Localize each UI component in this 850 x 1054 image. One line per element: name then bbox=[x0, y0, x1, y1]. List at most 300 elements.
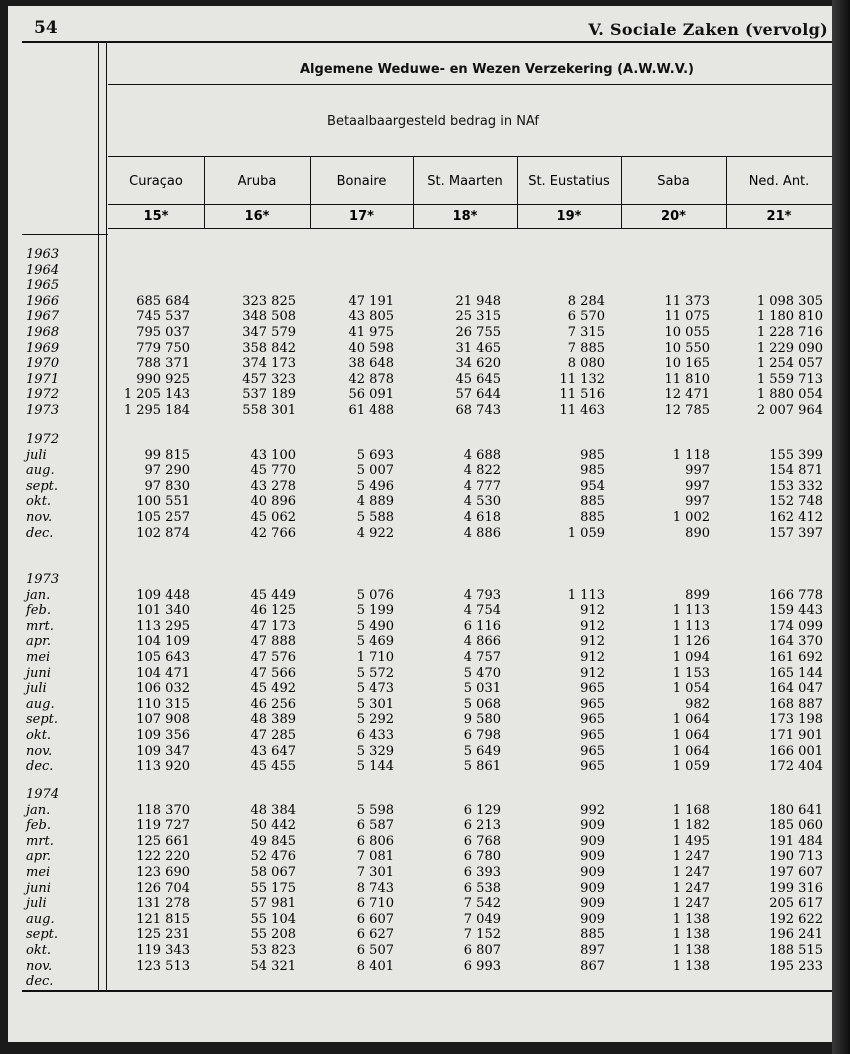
table-cell: 197 607 bbox=[769, 865, 823, 880]
table-cell: 57 644 bbox=[455, 387, 501, 402]
table-cell: 5 292 bbox=[356, 712, 394, 727]
table-cell: 1 059 bbox=[672, 759, 710, 774]
table-cell: 6 993 bbox=[463, 959, 501, 974]
table-cell: 1 559 713 bbox=[756, 372, 823, 387]
row-label: dec. bbox=[26, 974, 54, 989]
table-cell: 105 257 bbox=[136, 510, 190, 525]
table-cell: 982 bbox=[685, 697, 710, 712]
table-cell: 190 713 bbox=[769, 849, 823, 864]
table-cell: 909 bbox=[580, 881, 605, 896]
stub-divider-right bbox=[106, 43, 107, 991]
table-cell: 6 627 bbox=[356, 927, 394, 942]
table-cell: 1 098 305 bbox=[756, 294, 823, 309]
table-cell: 909 bbox=[580, 912, 605, 927]
table-cell: 154 871 bbox=[769, 463, 823, 478]
table-cell: 196 241 bbox=[769, 927, 823, 942]
row-label: 1972 bbox=[26, 387, 60, 402]
row-label: nov. bbox=[26, 959, 53, 974]
table-cell: 47 191 bbox=[348, 294, 394, 309]
table-cell: 1 064 bbox=[672, 712, 710, 727]
column-header: Curaçao bbox=[129, 174, 183, 189]
table-cell: 954 bbox=[580, 479, 605, 494]
table-cell: 965 bbox=[580, 728, 605, 743]
table-cell: 45 645 bbox=[455, 372, 501, 387]
table-cell: 4 922 bbox=[356, 526, 394, 541]
row-label: 1968 bbox=[26, 325, 60, 340]
stub-divider-left bbox=[98, 43, 99, 991]
table-cell: 191 484 bbox=[769, 834, 823, 849]
table-cell: 5 144 bbox=[356, 759, 394, 774]
table-cell: 42 878 bbox=[348, 372, 394, 387]
table-cell: 1 153 bbox=[672, 666, 710, 681]
table-cell: 5 496 bbox=[356, 479, 394, 494]
column-number: 19* bbox=[556, 209, 582, 224]
column-header: Saba bbox=[657, 174, 690, 189]
block-year-label: 1973 bbox=[26, 572, 60, 587]
table-cell: 457 323 bbox=[242, 372, 296, 387]
table-cell: 5 598 bbox=[356, 803, 394, 818]
table-cell: 25 315 bbox=[455, 309, 501, 324]
table-cell: 10 055 bbox=[664, 325, 710, 340]
table-cell: 180 641 bbox=[769, 803, 823, 818]
table-cell: 909 bbox=[580, 865, 605, 880]
row-label: okt. bbox=[26, 728, 52, 743]
table-cell: 21 948 bbox=[455, 294, 501, 309]
table-cell: 4 757 bbox=[463, 650, 501, 665]
table-cell: 897 bbox=[580, 943, 605, 958]
table-cell: 47 576 bbox=[250, 650, 296, 665]
table-cell: 11 373 bbox=[664, 294, 710, 309]
table-cell: 97 830 bbox=[144, 479, 190, 494]
table-cell: 54 321 bbox=[250, 959, 296, 974]
table-cell: 45 449 bbox=[250, 588, 296, 603]
table-cell: 4 866 bbox=[463, 634, 501, 649]
row-label: 1973 bbox=[26, 403, 60, 418]
row-label: dec. bbox=[26, 526, 54, 541]
row-label: 1963 bbox=[26, 247, 60, 262]
column-header: Aruba bbox=[237, 174, 277, 189]
table-cell: 109 448 bbox=[136, 588, 190, 603]
row-label: juli bbox=[26, 896, 47, 911]
table-cell: 43 278 bbox=[250, 479, 296, 494]
table-cell: 867 bbox=[580, 959, 605, 974]
table-cell: 1 002 bbox=[672, 510, 710, 525]
row-label: apr. bbox=[26, 634, 51, 649]
column-number: 18* bbox=[452, 209, 478, 224]
table-cell: 899 bbox=[685, 588, 710, 603]
table-cell: 1 138 bbox=[672, 912, 710, 927]
table-cell: 912 bbox=[580, 619, 605, 634]
group-heading: Algemene Weduwe- en Wezen Verzekering (A.W.W.V.) bbox=[300, 62, 694, 77]
amount-heading: Betaalbaargesteld bedrag in NAf bbox=[327, 114, 539, 129]
table-cell: 992 bbox=[580, 803, 605, 818]
row-label: jan. bbox=[26, 803, 51, 818]
table-cell: 131 278 bbox=[136, 896, 190, 911]
table-cell: 5 693 bbox=[356, 448, 394, 463]
row-label: 1967 bbox=[26, 309, 60, 324]
table-cell: 102 874 bbox=[136, 526, 190, 541]
table-cell: 2 007 964 bbox=[756, 403, 823, 418]
table-cell: 6 393 bbox=[463, 865, 501, 880]
table-cell: 4 754 bbox=[463, 603, 501, 618]
table-cell: 779 750 bbox=[136, 341, 190, 356]
table-cell: 685 684 bbox=[136, 294, 190, 309]
table-cell: 45 062 bbox=[250, 510, 296, 525]
table-cell: 909 bbox=[580, 818, 605, 833]
table-cell: 5 490 bbox=[356, 619, 394, 634]
column-header: Ned. Ant. bbox=[748, 174, 810, 189]
table-cell: 1 064 bbox=[672, 744, 710, 759]
table-cell: 1 054 bbox=[672, 681, 710, 696]
table-cell: 1 113 bbox=[567, 588, 605, 603]
row-label: nov. bbox=[26, 510, 53, 525]
table-cell: 1 295 184 bbox=[123, 403, 190, 418]
table-cell: 126 704 bbox=[136, 881, 190, 896]
table-cell: 113 295 bbox=[136, 619, 190, 634]
row-label: 1971 bbox=[26, 372, 60, 387]
table-cell: 6 806 bbox=[356, 834, 394, 849]
table-cell: 6 607 bbox=[356, 912, 394, 927]
table-cell: 152 748 bbox=[769, 494, 823, 509]
table-cell: 8 401 bbox=[356, 959, 394, 974]
table-cell: 57 981 bbox=[250, 896, 296, 911]
table-cell: 965 bbox=[580, 681, 605, 696]
table-cell: 195 233 bbox=[769, 959, 823, 974]
table-cell: 7 542 bbox=[463, 896, 501, 911]
table-cell: 46 125 bbox=[250, 603, 296, 618]
table-cell: 9 580 bbox=[463, 712, 501, 727]
table-cell: 788 371 bbox=[136, 356, 190, 371]
table-cell: 172 404 bbox=[769, 759, 823, 774]
table-cell: 358 842 bbox=[242, 341, 296, 356]
table-cell: 47 285 bbox=[250, 728, 296, 743]
table-cell: 1 495 bbox=[672, 834, 710, 849]
table-cell: 56 091 bbox=[348, 387, 394, 402]
column-header: Bonaire bbox=[336, 174, 387, 189]
table-cell: 7 152 bbox=[463, 927, 501, 942]
table-cell: 1 113 bbox=[672, 619, 710, 634]
page-number: 54 bbox=[34, 18, 58, 38]
table-cell: 1 228 716 bbox=[756, 325, 823, 340]
table-cell: 1 138 bbox=[672, 943, 710, 958]
table-cell: 997 bbox=[685, 494, 710, 509]
column-header-top-rule bbox=[108, 156, 832, 157]
table-cell: 347 579 bbox=[242, 325, 296, 340]
table-cell: 185 060 bbox=[769, 818, 823, 833]
table-cell: 106 032 bbox=[136, 681, 190, 696]
table-cell: 348 508 bbox=[242, 309, 296, 324]
table-cell: 909 bbox=[580, 849, 605, 864]
table-cell: 1 710 bbox=[356, 650, 394, 665]
table-cell: 1 182 bbox=[672, 818, 710, 833]
table-cell: 4 688 bbox=[463, 448, 501, 463]
table-cell: 885 bbox=[580, 927, 605, 942]
table-cell: 125 231 bbox=[136, 927, 190, 942]
table-cell: 1 180 810 bbox=[756, 309, 823, 324]
top-rule bbox=[22, 41, 832, 43]
table-cell: 909 bbox=[580, 896, 605, 911]
table-cell: 113 920 bbox=[136, 759, 190, 774]
table-cell: 38 648 bbox=[348, 356, 394, 371]
table-cell: 912 bbox=[580, 666, 605, 681]
table-cell: 43 647 bbox=[250, 744, 296, 759]
table-cell: 52 476 bbox=[250, 849, 296, 864]
table-cell: 1 094 bbox=[672, 650, 710, 665]
table-cell: 885 bbox=[580, 510, 605, 525]
table-cell: 97 290 bbox=[144, 463, 190, 478]
column-number: 21* bbox=[766, 209, 792, 224]
table-cell: 119 727 bbox=[136, 818, 190, 833]
row-label: aug. bbox=[26, 697, 55, 712]
table-cell: 55 208 bbox=[250, 927, 296, 942]
table-cell: 107 908 bbox=[136, 712, 190, 727]
table-cell: 6 798 bbox=[463, 728, 501, 743]
table-cell: 199 316 bbox=[769, 881, 823, 896]
table-cell: 5 068 bbox=[463, 697, 501, 712]
row-label: 1966 bbox=[26, 294, 60, 309]
table-cell: 1 168 bbox=[672, 803, 710, 818]
table-cell: 1 059 bbox=[567, 526, 605, 541]
table-cell: 965 bbox=[580, 759, 605, 774]
table-cell: 6 710 bbox=[356, 896, 394, 911]
row-label: apr. bbox=[26, 849, 51, 864]
table-cell: 1 880 054 bbox=[756, 387, 823, 402]
row-label: mei bbox=[26, 865, 51, 880]
row-label: juli bbox=[26, 448, 47, 463]
table-cell: 4 886 bbox=[463, 526, 501, 541]
table-cell: 46 256 bbox=[250, 697, 296, 712]
table-cell: 1 064 bbox=[672, 728, 710, 743]
table-cell: 31 465 bbox=[455, 341, 501, 356]
block-year-label: 1972 bbox=[26, 432, 60, 447]
table-cell: 965 bbox=[580, 744, 605, 759]
table-cell: 6 807 bbox=[463, 943, 501, 958]
row-label: 1970 bbox=[26, 356, 60, 371]
table-cell: 155 399 bbox=[769, 448, 823, 463]
table-cell: 104 109 bbox=[136, 634, 190, 649]
table-cell: 885 bbox=[580, 494, 605, 509]
table-cell: 205 617 bbox=[769, 896, 823, 911]
table-cell: 68 743 bbox=[455, 403, 501, 418]
table-cell: 53 823 bbox=[250, 943, 296, 958]
table-cell: 1 118 bbox=[672, 448, 710, 463]
table-cell: 5 076 bbox=[356, 588, 394, 603]
table-cell: 123 513 bbox=[136, 959, 190, 974]
column-number-rule bbox=[108, 228, 832, 229]
block-year-label: 1974 bbox=[26, 787, 60, 802]
row-label: feb. bbox=[26, 818, 51, 833]
table-cell: 26 755 bbox=[455, 325, 501, 340]
table-cell: 7 081 bbox=[356, 849, 394, 864]
row-label: juli bbox=[26, 681, 47, 696]
column-header-mid-rule bbox=[108, 204, 832, 205]
table-cell: 5 572 bbox=[356, 666, 394, 681]
table-cell: 965 bbox=[580, 697, 605, 712]
table-cell: 8 284 bbox=[567, 294, 605, 309]
table-cell: 8 080 bbox=[567, 356, 605, 371]
table-cell: 6 129 bbox=[463, 803, 501, 818]
table-cell: 12 471 bbox=[664, 387, 710, 402]
table-cell: 125 661 bbox=[136, 834, 190, 849]
table-cell: 912 bbox=[580, 634, 605, 649]
table-cell: 1 254 057 bbox=[756, 356, 823, 371]
table-cell: 11 132 bbox=[559, 372, 605, 387]
table-cell: 48 389 bbox=[250, 712, 296, 727]
table-cell: 6 116 bbox=[463, 619, 501, 634]
column-number: 15* bbox=[143, 209, 169, 224]
table-cell: 6 433 bbox=[356, 728, 394, 743]
table-cell: 912 bbox=[580, 650, 605, 665]
table-cell: 171 901 bbox=[769, 728, 823, 743]
table-cell: 40 598 bbox=[348, 341, 394, 356]
row-label: aug. bbox=[26, 463, 55, 478]
table-cell: 47 888 bbox=[250, 634, 296, 649]
table-cell: 49 845 bbox=[250, 834, 296, 849]
table-cell: 188 515 bbox=[769, 943, 823, 958]
table-cell: 164 047 bbox=[769, 681, 823, 696]
row-label: 1969 bbox=[26, 341, 60, 356]
row-label: mei bbox=[26, 650, 51, 665]
table-cell: 8 743 bbox=[356, 881, 394, 896]
table-cell: 47 566 bbox=[250, 666, 296, 681]
table-cell: 4 777 bbox=[463, 479, 501, 494]
table-cell: 7 301 bbox=[356, 865, 394, 880]
table-cell: 1 113 bbox=[672, 603, 710, 618]
table-cell: 965 bbox=[580, 712, 605, 727]
table-cell: 10 550 bbox=[664, 341, 710, 356]
table-cell: 1 247 bbox=[672, 849, 710, 864]
table-cell: 10 165 bbox=[664, 356, 710, 371]
table-cell: 121 815 bbox=[136, 912, 190, 927]
table-cell: 192 622 bbox=[769, 912, 823, 927]
table-cell: 43 100 bbox=[250, 448, 296, 463]
table-cell: 101 340 bbox=[136, 603, 190, 618]
table-cell: 6 780 bbox=[463, 849, 501, 864]
row-label: sept. bbox=[26, 712, 59, 727]
row-label: jan. bbox=[26, 588, 51, 603]
column-header: St. Maarten bbox=[427, 174, 503, 189]
table-cell: 4 618 bbox=[463, 510, 501, 525]
table-cell: 122 220 bbox=[136, 849, 190, 864]
table-cell: 166 778 bbox=[769, 588, 823, 603]
table-cell: 1 205 143 bbox=[123, 387, 190, 402]
table-cell: 4 793 bbox=[463, 588, 501, 603]
table-cell: 11 810 bbox=[664, 372, 710, 387]
table-cell: 1 138 bbox=[672, 927, 710, 942]
table-cell: 55 104 bbox=[250, 912, 296, 927]
table-cell: 745 537 bbox=[136, 309, 190, 324]
table-cell: 100 551 bbox=[136, 494, 190, 509]
table-cell: 374 173 bbox=[242, 356, 296, 371]
table-cell: 1 247 bbox=[672, 896, 710, 911]
table-cell: 1 126 bbox=[672, 634, 710, 649]
table-cell: 99 815 bbox=[144, 448, 190, 463]
table-cell: 997 bbox=[685, 479, 710, 494]
table-cell: 7 049 bbox=[463, 912, 501, 927]
stub-rule bbox=[22, 234, 108, 235]
row-label: dec. bbox=[26, 759, 54, 774]
page bbox=[8, 6, 832, 1042]
table-cell: 890 bbox=[685, 526, 710, 541]
column-header: St. Eustatius bbox=[528, 174, 610, 189]
column-number: 16* bbox=[244, 209, 270, 224]
row-label: aug. bbox=[26, 912, 55, 927]
table-cell: 104 471 bbox=[136, 666, 190, 681]
table-cell: 11 463 bbox=[559, 403, 605, 418]
table-cell: 990 925 bbox=[136, 372, 190, 387]
row-label: nov. bbox=[26, 744, 53, 759]
table-cell: 1 229 090 bbox=[756, 341, 823, 356]
table-cell: 4 822 bbox=[463, 463, 501, 478]
table-cell: 43 805 bbox=[348, 309, 394, 324]
row-label: okt. bbox=[26, 943, 52, 958]
table-cell: 5 301 bbox=[356, 697, 394, 712]
table-cell: 6 213 bbox=[463, 818, 501, 833]
table-cell: 5 588 bbox=[356, 510, 394, 525]
table-cell: 47 173 bbox=[250, 619, 296, 634]
table-cell: 174 099 bbox=[769, 619, 823, 634]
table-cell: 162 412 bbox=[769, 510, 823, 525]
table-cell: 5 007 bbox=[356, 463, 394, 478]
table-cell: 1 138 bbox=[672, 959, 710, 974]
table-cell: 1 247 bbox=[672, 881, 710, 896]
heading-rule bbox=[108, 84, 832, 85]
table-cell: 985 bbox=[580, 448, 605, 463]
table-cell: 55 175 bbox=[250, 881, 296, 896]
table-cell: 153 332 bbox=[769, 479, 823, 494]
row-label: mrt. bbox=[26, 619, 54, 634]
table-cell: 5 649 bbox=[463, 744, 501, 759]
table-cell: 109 347 bbox=[136, 744, 190, 759]
table-cell: 50 442 bbox=[250, 818, 296, 833]
table-cell: 537 189 bbox=[242, 387, 296, 402]
table-cell: 45 770 bbox=[250, 463, 296, 478]
table-cell: 159 443 bbox=[769, 603, 823, 618]
table-cell: 6 538 bbox=[463, 881, 501, 896]
table-cell: 997 bbox=[685, 463, 710, 478]
table-cell: 157 397 bbox=[769, 526, 823, 541]
table-cell: 118 370 bbox=[136, 803, 190, 818]
table-cell: 6 587 bbox=[356, 818, 394, 833]
table-cell: 11 516 bbox=[559, 387, 605, 402]
table-cell: 6 507 bbox=[356, 943, 394, 958]
table-cell: 61 488 bbox=[348, 403, 394, 418]
table-cell: 5 031 bbox=[463, 681, 501, 696]
table-cell: 4 889 bbox=[356, 494, 394, 509]
table-cell: 109 356 bbox=[136, 728, 190, 743]
table-cell: 5 199 bbox=[356, 603, 394, 618]
row-label: okt. bbox=[26, 494, 52, 509]
row-label: feb. bbox=[26, 603, 51, 618]
row-label: mrt. bbox=[26, 834, 54, 849]
table-cell: 1 247 bbox=[672, 865, 710, 880]
table-cell: 123 690 bbox=[136, 865, 190, 880]
row-label: 1964 bbox=[26, 263, 60, 278]
table-cell: 4 530 bbox=[463, 494, 501, 509]
page-edge-shadow bbox=[832, 0, 850, 1054]
table-cell: 41 975 bbox=[348, 325, 394, 340]
table-cell: 173 198 bbox=[769, 712, 823, 727]
table-cell: 7 885 bbox=[567, 341, 605, 356]
column-number: 20* bbox=[661, 209, 686, 224]
row-label: juni bbox=[26, 881, 51, 896]
table-cell: 323 825 bbox=[242, 294, 296, 309]
table-cell: 12 785 bbox=[664, 403, 710, 418]
table-cell: 110 315 bbox=[136, 697, 190, 712]
table-cell: 45 455 bbox=[250, 759, 296, 774]
table-cell: 105 643 bbox=[136, 650, 190, 665]
row-label: juni bbox=[26, 666, 51, 681]
